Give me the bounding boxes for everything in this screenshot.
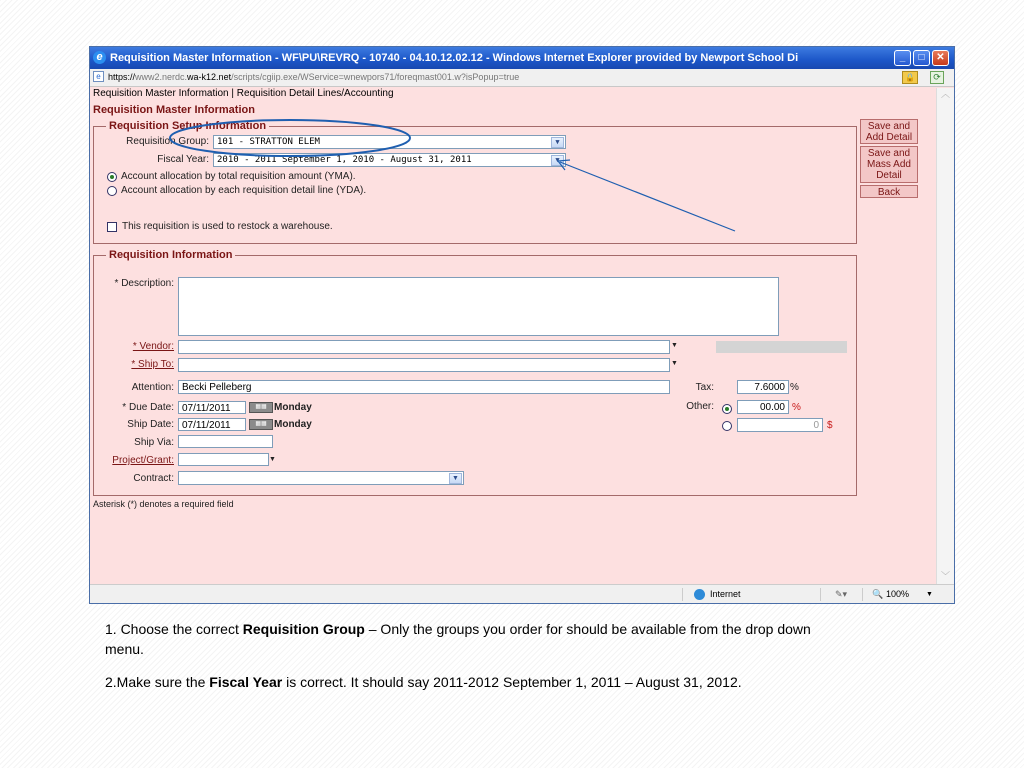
other-percent-unit: % xyxy=(792,402,801,413)
dropdown-arrow-icon[interactable]: ▼ xyxy=(671,360,678,367)
vendor-label[interactable]: * Vendor: xyxy=(132,341,174,352)
chevron-down-icon[interactable]: ▼ xyxy=(551,137,564,148)
other-amount-input[interactable]: 0 xyxy=(737,418,823,432)
tax-unit: % xyxy=(790,382,799,393)
calendar-icon[interactable]: ▦▦ xyxy=(249,402,273,413)
project-grant-label[interactable]: Project/Grant: xyxy=(112,455,174,466)
menu-item-detail-lines[interactable]: Requisition Detail Lines/Accounting xyxy=(236,88,394,99)
requisition-group-label: Requisition Group: xyxy=(126,136,209,147)
zoom-level[interactable]: 100% xyxy=(886,589,910,599)
other-label: Other: xyxy=(686,401,714,412)
radio-yma-label: Account allocation by total requisition amount (YMA). xyxy=(121,171,356,182)
chevron-down-icon[interactable]: ▼ xyxy=(551,155,564,166)
due-day-label: Monday xyxy=(274,402,312,413)
radio-yda-label: Account allocation by each requisition detail line (YDA). xyxy=(121,185,367,196)
ship-date-input[interactable]: 07/11/2011 xyxy=(178,418,246,431)
page-title: Requisition Master Information xyxy=(93,104,255,116)
ship-to-label[interactable]: * Ship To: xyxy=(131,359,174,370)
window-title: Requisition Master Information - WF\PU\REVRQ - 10740 - 04.10.12.02.12 - Windows Internet Explorer provided by Newport School Di xyxy=(110,52,799,64)
refresh-icon[interactable]: ⟳ xyxy=(930,71,944,84)
page-menu: Requisition Master Information | Requisition Detail Lines/Accounting xyxy=(93,88,394,99)
page-icon: e xyxy=(93,71,104,82)
warehouse-label: This requisition is used to restock a warehouse. xyxy=(122,221,333,232)
ship-date-label: Ship Date: xyxy=(127,419,174,430)
required-field-note: Asterisk (*) denotes a required field xyxy=(93,499,234,509)
zoom-icon[interactable]: 🔍 xyxy=(872,589,884,599)
attention-label: Attention: xyxy=(131,382,174,393)
minimize-button[interactable]: _ xyxy=(894,50,911,66)
save-add-detail-button[interactable]: Save and Add Detail xyxy=(860,119,918,144)
fiscal-year-select[interactable]: 2010 - 2011 September 1, 2010 - August 31, 2011 ▼ xyxy=(213,153,566,167)
attention-input[interactable]: Becki Pelleberg xyxy=(178,380,670,394)
close-button[interactable]: ✕ xyxy=(932,50,949,66)
dropdown-arrow-icon[interactable]: ▼ xyxy=(269,456,276,463)
menu-item-master-info[interactable]: Requisition Master Information xyxy=(93,88,229,99)
contract-label: Contract: xyxy=(133,473,174,484)
chevron-down-icon[interactable]: ▼ xyxy=(449,473,462,484)
tax-input[interactable]: 7.6000 xyxy=(737,380,789,394)
save-mass-add-detail-button[interactable]: Save and Mass Add Detail xyxy=(860,146,918,183)
due-date-input[interactable]: 07/11/2011 xyxy=(178,401,246,414)
ship-via-label: Ship Via: xyxy=(134,437,174,448)
lock-icon[interactable]: 🔒 xyxy=(902,71,918,84)
protected-mode-icon[interactable]: ✎▾ xyxy=(835,589,848,599)
calendar-icon[interactable]: ▦▦ xyxy=(249,419,273,430)
ie-logo-icon: e xyxy=(93,51,106,64)
fiscal-year-label: Fiscal Year: xyxy=(157,154,209,165)
description-label: * Description: xyxy=(114,278,174,289)
ship-day-label: Monday xyxy=(274,419,312,430)
maximize-button[interactable]: □ xyxy=(913,50,930,66)
tax-label: Tax: xyxy=(695,382,714,393)
zone-label: Internet xyxy=(710,589,741,599)
dropdown-arrow-icon[interactable]: ▼ xyxy=(671,342,678,349)
due-date-label: * Due Date: xyxy=(122,402,174,413)
annotation-circle xyxy=(170,120,410,156)
url-text[interactable]: https://www2.nerdc.wa-k12.net/scripts/cgiip.exe/WService=wnewpors71/foreqmast001.w?isPopup=true xyxy=(108,72,520,82)
scroll-up-icon[interactable]: ︿ xyxy=(940,89,950,99)
instruction-step-2: 2.Make sure the Fiscal Year is correct. It should say 2011-2012 September 1, 2011 – August 31, 2012. xyxy=(105,674,742,690)
zoom-dropdown-icon[interactable]: ▼ xyxy=(926,591,933,598)
setup-legend: Requisition Setup Information xyxy=(106,120,269,132)
annotation-arrow-line xyxy=(560,162,735,231)
requisition-group-select[interactable]: 101 - STRATTON ELEM ▼ xyxy=(213,135,566,149)
scroll-down-icon[interactable]: ﹀ xyxy=(940,571,950,581)
instruction-step-1: 1. Choose the correct Requisition Group – Only the groups you order for should be available from the drop down menu. xyxy=(105,621,811,657)
info-legend: Requisition Information xyxy=(106,249,235,261)
other-amount-unit: $ xyxy=(827,420,833,431)
other-percent-input[interactable]: 00.00 xyxy=(737,400,789,414)
back-button[interactable]: Back xyxy=(860,185,918,198)
